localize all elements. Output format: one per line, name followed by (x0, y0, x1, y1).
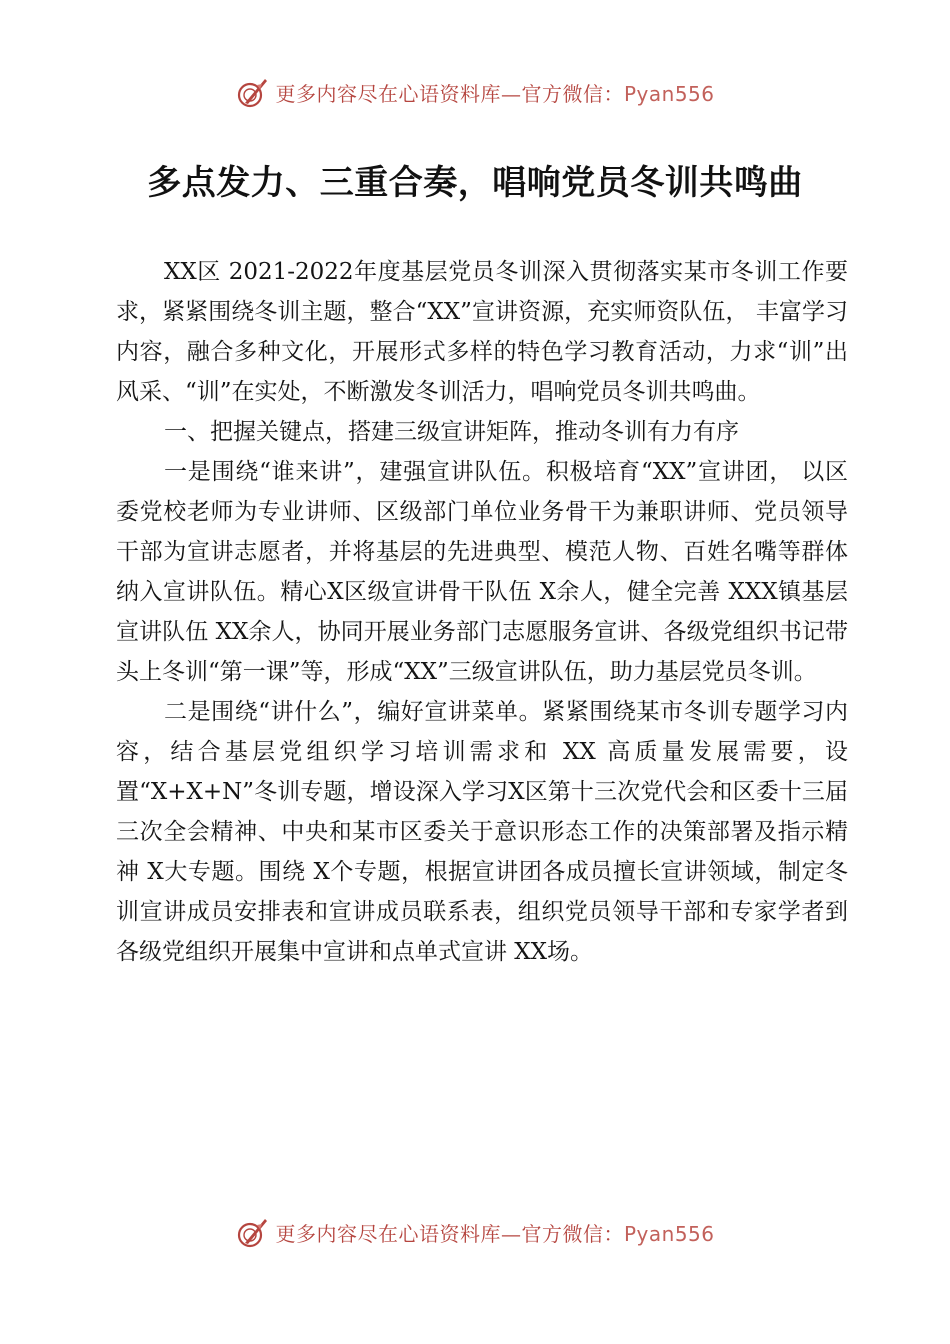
quill-pen-logo-icon (235, 1215, 269, 1249)
paragraph-who-speaks: 一是围绕“谁来讲”，建强宣讲队伍。积极培育“XX”宣讲团， 以区委党校老师为专业讲师、区级部门单位业务骨干为兼职讲师、党员领导干部为宣讲志愿者，并将基层的先进典型、模范人物、百姓名嘴等群体纳入宣讲队伍。精心X区级宣讲骨干队伍 X余人，健全完善 XXX镇基层宣讲队伍 XX余人，协同开展业务部门志愿服务宣讲、各级党组织书记带头上冬训“第一课”等，形成“XX”三级宣讲队伍，助力基层党员冬训。 (116, 459, 848, 685)
paragraph-what-to-speak: 二是围绕“讲什么”，编好宣讲菜单。紧紧围绕某市冬训专题学习内容，结合基层党组织学习培训需求和 XX 高质量发展需要，设置“X+X+N”冬训专题，增设深入学习X区第十三次党代会和区委十三届三次全会精神、中央和某市区委关于意识形态工作的决策部署及指示精神 X大专题。围绕 X个专题，根据宣讲团各成员擅长宣讲领域，制定冬训宣讲成员安排表和宣讲成员联系表，组织党员领导干部和专家学者到各级党组织开展集中宣讲和点单式宣讲 XX场。 (116, 699, 848, 965)
banner-slogan: 更多内容尽在心语资料库—官方微信： (275, 81, 624, 106)
banner-wechat-id: Pyan556 (623, 1221, 715, 1246)
document-title: 多点发力、三重合奏，唱响党员冬训共鸣曲 (147, 163, 803, 203)
banner-text (275, 78, 714, 107)
banner-slogan: 更多内容尽在心语资料库—官方微信： (275, 1221, 624, 1246)
banner-text (275, 1218, 714, 1247)
section-heading-1: 一、把握关键点，搭建三级宣讲矩阵，推动冬训有力有序 (164, 419, 739, 445)
quill-pen-logo-icon (235, 75, 269, 109)
footer-banner (0, 1212, 950, 1252)
paragraph-intro: XX区 2021-2022年度基层党员冬训深入贯彻落实某市冬训工作要求，紧紧围绕冬训主题，整合“XX”宣讲资源，充实师资队伍， 丰富学习内容，融合多种文化，开展形式多样的特色学习教育活动，力求“训”出风采、“训”在实处，不断激发冬训活力，唱响党员冬训共鸣曲。 (116, 259, 848, 405)
document-body (116, 252, 848, 972)
header-banner (0, 72, 950, 112)
banner-wechat-id: Pyan556 (623, 81, 715, 106)
